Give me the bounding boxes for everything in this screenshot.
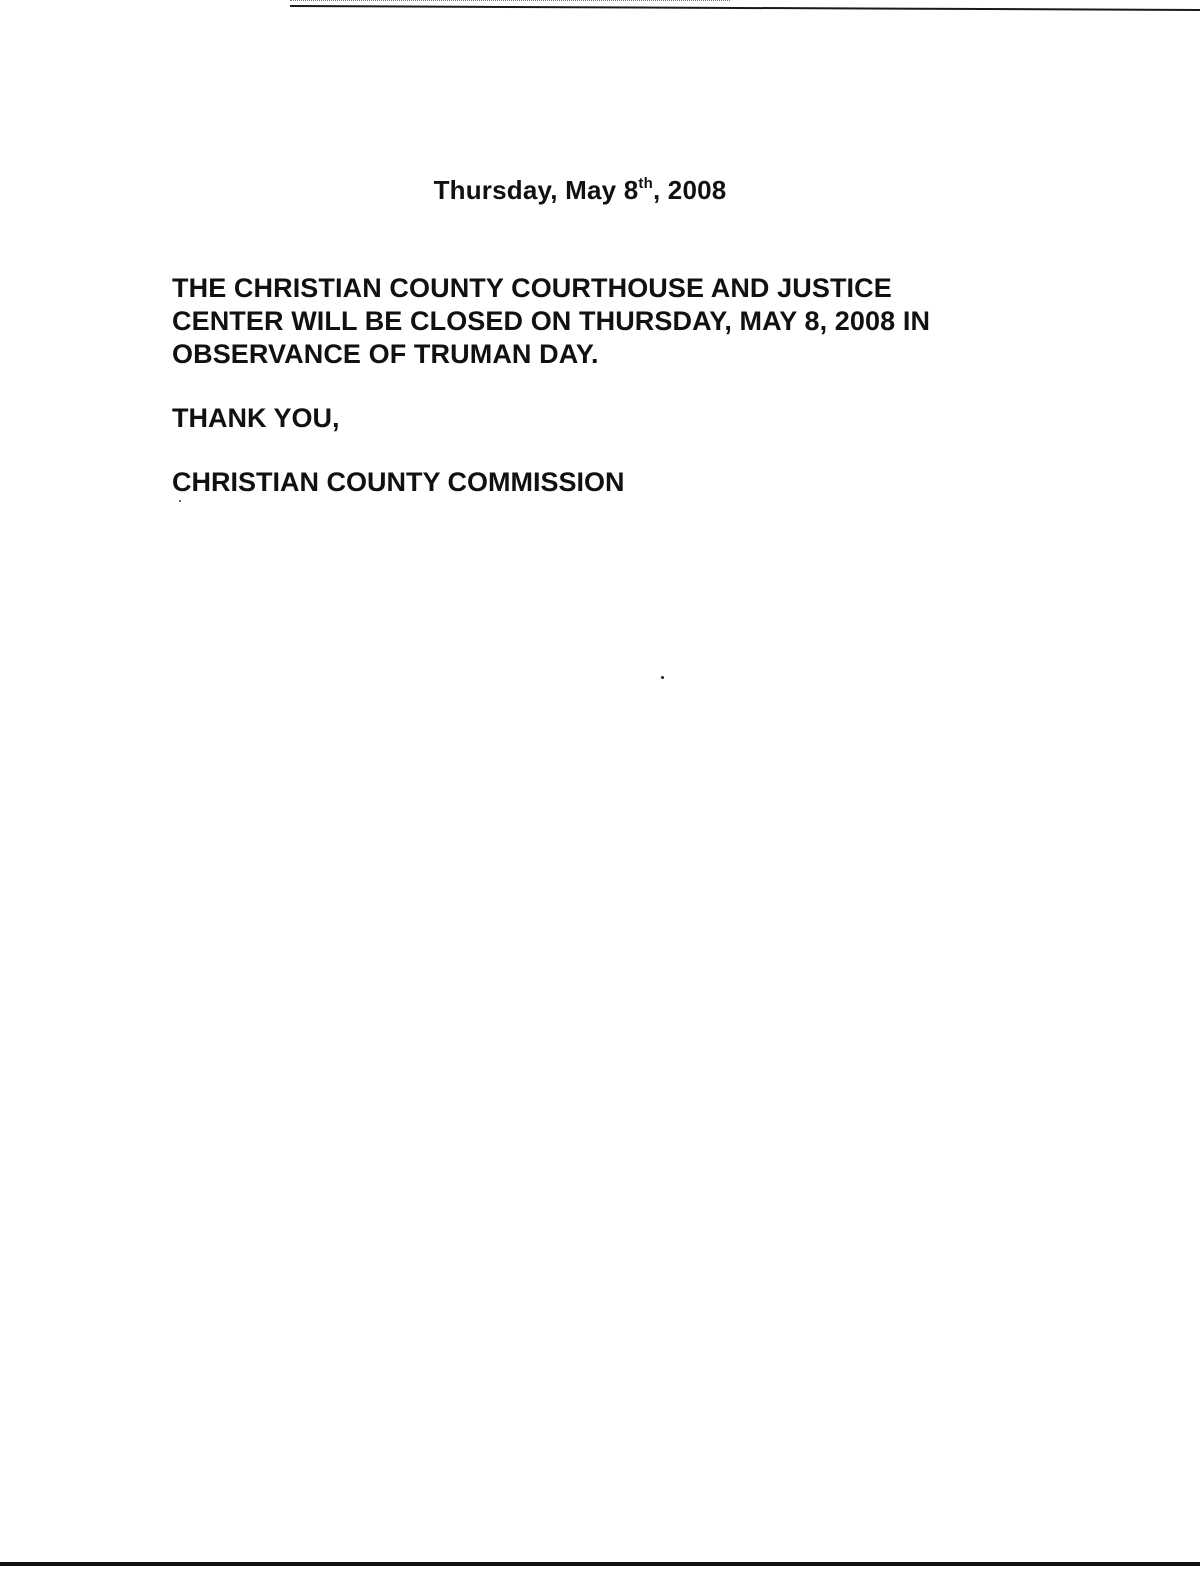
scan-speck (661, 676, 664, 679)
notice-line: OBSERVANCE OF TRUMAN DAY. (172, 339, 599, 369)
signature-line: CHRISTIAN COUNTY COMMISSION (172, 467, 625, 497)
date-ordinal-suffix: th (638, 175, 653, 192)
date-text: Thursday, May 8 (433, 175, 639, 205)
document-date (0, 175, 1160, 206)
closing-line: THANK YOU, (172, 403, 340, 433)
date-year: , 2008 (652, 175, 727, 205)
notice-line: THE CHRISTIAN COUNTY COURTHOUSE AND JUSTICE (172, 273, 892, 303)
scan-edge-marks (290, 0, 730, 5)
closure-notice (172, 272, 992, 371)
scan-edge-top (290, 5, 1200, 11)
scan-speck (179, 500, 181, 502)
scan-edge-bottom (0, 1562, 1200, 1566)
notice-line: CENTER WILL BE CLOSED ON THURSDAY, MAY 8, 2008 IN (172, 306, 931, 336)
